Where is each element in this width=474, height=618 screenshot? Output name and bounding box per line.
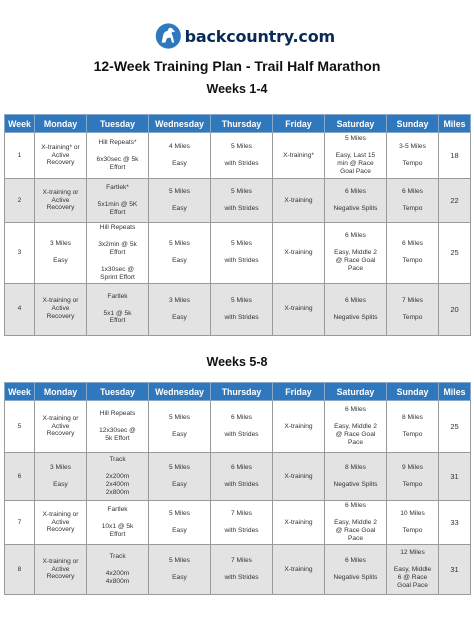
cell-tuesday xyxy=(87,283,149,335)
cell-text: 10 Miles xyxy=(400,510,425,518)
week-number: 1 xyxy=(5,133,35,179)
weekly-miles: 22 xyxy=(439,179,471,223)
cell-text: Tempo xyxy=(402,160,423,167)
cell-text: Easy xyxy=(172,431,187,438)
cell-monday xyxy=(35,133,87,179)
training-table-weeks-1-4 xyxy=(4,114,471,336)
cell-wednesday xyxy=(149,179,211,223)
cell-text: with Strides xyxy=(224,481,259,488)
cell-text: 5 Miles xyxy=(169,464,190,472)
cell-text: 6 Miles xyxy=(345,502,366,510)
training-table-weeks-5-8 xyxy=(4,382,471,595)
brand-name: backcountry.com xyxy=(184,26,335,46)
cell-wednesday xyxy=(149,223,211,284)
cell-thursday xyxy=(211,453,273,501)
cell-text: X-training* xyxy=(283,151,314,159)
cell-thursday xyxy=(211,501,273,545)
column-header-saturday: Saturday xyxy=(325,115,387,133)
cell-saturday xyxy=(325,401,387,453)
section-title-weeks-1-4: Weeks 1-4 xyxy=(206,82,268,96)
cell-text: min @ Race xyxy=(337,160,374,167)
cell-text: Pace xyxy=(347,438,364,446)
cell-text: Easy, Middle 2 xyxy=(334,519,377,527)
cell-text: 6 Miles xyxy=(345,188,366,196)
cell-text: 6 Miles xyxy=(345,232,366,240)
cell-text: Active xyxy=(51,196,70,204)
cell-text: X-training xyxy=(284,305,313,313)
cell-text: 3-5 Miles xyxy=(399,143,426,151)
cell-text: Recovery xyxy=(46,430,75,438)
cell-text: Track xyxy=(109,553,126,561)
cell-text: 8 Miles xyxy=(345,464,366,472)
table-row xyxy=(5,545,471,595)
cell-text: Easy, Middle xyxy=(393,566,432,574)
cell-text: Tempo xyxy=(402,431,423,438)
column-header-wednesday: Wednesday xyxy=(149,383,211,401)
cell-sunday xyxy=(387,501,439,545)
cell-text: X-training or xyxy=(42,557,79,565)
column-header-saturday: Saturday xyxy=(325,383,387,401)
table-row xyxy=(5,223,471,284)
cell-text: Tempo xyxy=(402,313,423,321)
goat-logo-icon xyxy=(155,18,182,54)
cell-thursday xyxy=(211,401,273,453)
cell-saturday xyxy=(325,453,387,501)
cell-text: 6 Miles xyxy=(402,188,423,196)
cell-saturday xyxy=(325,501,387,545)
cell-text: Effort xyxy=(109,208,126,216)
cell-text: 7 Miles xyxy=(402,296,423,304)
cell-wednesday xyxy=(149,133,211,179)
cell-monday xyxy=(35,501,87,545)
cell-tuesday xyxy=(87,223,149,284)
weekly-miles: 20 xyxy=(439,283,471,335)
cell-text: X-training xyxy=(284,565,313,573)
column-header-thursday: Thursday xyxy=(211,115,273,133)
cell-text: 5k Effort xyxy=(105,434,130,442)
cell-saturday xyxy=(325,223,387,284)
cell-wednesday xyxy=(149,401,211,453)
week-number: 7 xyxy=(5,501,35,545)
cell-text: Active xyxy=(51,422,70,430)
cell-text: 3 Miles xyxy=(169,296,190,304)
cell-text: Tempo xyxy=(402,205,423,212)
cell-text: 6 @ Race xyxy=(397,574,428,581)
cell-text: Recovery xyxy=(46,312,75,320)
cell-monday xyxy=(35,283,87,335)
cell-text: Easy xyxy=(172,313,187,321)
cell-text: Recovery xyxy=(46,159,75,167)
weekly-miles: 31 xyxy=(439,545,471,595)
cell-text: 4x200m xyxy=(105,570,130,578)
cell-text: Pace xyxy=(347,265,364,273)
cell-text: X-training* or xyxy=(41,143,80,151)
cell-text: with Strides xyxy=(224,313,259,321)
cell-text: 5x1 @ 5k xyxy=(103,309,132,317)
weekly-miles: 25 xyxy=(439,401,471,453)
cell-text: 5 Miles xyxy=(169,510,190,518)
column-header-sunday: Sunday xyxy=(387,383,439,401)
brand-logo xyxy=(155,16,335,56)
cell-text: 12 Miles xyxy=(400,549,425,557)
cell-text: X-training xyxy=(284,518,313,526)
cell-text: Effort xyxy=(109,248,126,256)
cell-text: Tempo xyxy=(402,257,423,265)
cell-monday xyxy=(35,545,87,595)
cell-text: X-training xyxy=(284,422,313,430)
cell-tuesday xyxy=(87,133,149,179)
cell-text: 6 Miles xyxy=(231,464,252,472)
cell-text: @ Race Goal xyxy=(335,257,376,265)
cell-text: Pace xyxy=(347,534,364,542)
column-header-miles: Miles xyxy=(439,115,471,133)
cell-text: Recovery xyxy=(46,573,75,581)
column-header-friday: Friday xyxy=(273,383,325,401)
cell-thursday xyxy=(211,545,273,595)
cell-text: Active xyxy=(51,518,70,526)
cell-text: Tempo xyxy=(402,527,423,534)
cell-saturday xyxy=(325,179,387,223)
column-header-sunday: Sunday xyxy=(387,115,439,133)
cell-text: 5 Miles xyxy=(169,240,190,248)
cell-thursday xyxy=(211,283,273,335)
table-row xyxy=(5,179,471,223)
cell-text: 5x1min @ 5K xyxy=(97,201,138,209)
cell-text: Active xyxy=(51,151,70,159)
cell-text: Negative Splits xyxy=(333,313,378,321)
column-header-friday: Friday xyxy=(273,115,325,133)
cell-text: 5 Miles xyxy=(169,414,190,422)
cell-saturday xyxy=(325,283,387,335)
cell-text: 5 Miles xyxy=(231,240,252,248)
cell-text: Recovery xyxy=(46,526,75,534)
table-row xyxy=(5,453,471,501)
cell-text: Effort xyxy=(109,530,126,538)
cell-text: Tempo xyxy=(402,481,423,488)
cell-text: Goal Pace xyxy=(340,167,371,175)
cell-wednesday xyxy=(149,501,211,545)
column-header-thursday: Thursday xyxy=(211,383,273,401)
column-header-wednesday: Wednesday xyxy=(149,115,211,133)
cell-text: 5 Miles xyxy=(169,188,190,196)
table-row xyxy=(5,283,471,335)
column-header-miles: Miles xyxy=(439,383,471,401)
cell-sunday xyxy=(387,283,439,335)
table-row xyxy=(5,133,471,179)
cell-text: 5 Miles xyxy=(231,296,252,304)
cell-text: 3 Miles xyxy=(50,464,71,472)
cell-text: Sprint Effort xyxy=(100,273,135,281)
cell-text: 10x1 @ 5k xyxy=(101,523,134,531)
cell-text: Fartlek xyxy=(107,506,128,514)
cell-text: Easy xyxy=(53,481,68,488)
column-header-tuesday: Tuesday xyxy=(87,383,149,401)
cell-text: 5 Miles xyxy=(231,188,252,196)
cell-text: 6 Miles xyxy=(345,296,366,304)
section-title-weeks-5-8: Weeks 5-8 xyxy=(206,355,268,369)
cell-monday xyxy=(35,401,87,453)
cell-text: 6x30sec @ 5k xyxy=(96,156,139,164)
cell-text: X-training or xyxy=(42,510,79,518)
cell-sunday xyxy=(387,401,439,453)
cell-text: with Strides xyxy=(224,574,259,581)
cell-text: 6 Miles xyxy=(345,406,366,414)
cell-wednesday xyxy=(149,545,211,595)
cell-sunday xyxy=(387,133,439,179)
cell-text: Easy xyxy=(172,160,187,167)
week-number: 2 xyxy=(5,179,35,223)
cell-friday xyxy=(273,223,325,284)
table-row xyxy=(5,501,471,545)
cell-text: Hill Repeats xyxy=(99,410,136,418)
cell-text: 9 Miles xyxy=(402,464,423,472)
cell-text: 5 Miles xyxy=(345,135,366,143)
cell-sunday xyxy=(387,545,439,595)
cell-text: 5 Miles xyxy=(169,557,190,565)
cell-text: Easy xyxy=(53,257,68,265)
weekly-miles: 18 xyxy=(439,133,471,179)
cell-text: X-training or xyxy=(42,188,79,196)
cell-text: 3 Miles xyxy=(50,240,71,248)
column-header-week: Week xyxy=(5,383,35,401)
cell-text: Easy xyxy=(172,257,187,265)
cell-sunday xyxy=(387,453,439,501)
cell-text: X-training xyxy=(284,472,313,480)
cell-text: Easy xyxy=(172,481,187,488)
cell-text: Negative Splits xyxy=(333,574,378,581)
cell-friday xyxy=(273,133,325,179)
cell-text: Goal Pace xyxy=(397,581,428,589)
week-number: 6 xyxy=(5,453,35,501)
header-row xyxy=(5,383,471,401)
cell-text: Fartlek* xyxy=(106,184,129,192)
cell-text: Negative Splits xyxy=(333,481,378,488)
cell-text: Effort xyxy=(109,163,126,171)
cell-text: 6 Miles xyxy=(345,557,366,565)
cell-tuesday xyxy=(87,453,149,501)
cell-tuesday xyxy=(87,401,149,453)
cell-text: Easy, Middle 2 xyxy=(334,249,377,257)
cell-thursday xyxy=(211,223,273,284)
cell-text: X-training xyxy=(284,248,313,256)
weekly-miles: 25 xyxy=(439,223,471,284)
cell-text: 12x30sec @ xyxy=(99,427,136,435)
cell-text: 4x800m xyxy=(105,577,130,585)
cell-text: Easy xyxy=(172,574,187,581)
cell-text: Recovery xyxy=(46,204,75,212)
cell-wednesday xyxy=(149,453,211,501)
column-header-week: Week xyxy=(5,115,35,133)
cell-text: with Strides xyxy=(224,160,259,167)
cell-text: with Strides xyxy=(224,257,259,265)
cell-monday xyxy=(35,179,87,223)
week-number: 4 xyxy=(5,283,35,335)
cell-text: Easy, Last 15 xyxy=(335,152,376,160)
column-header-monday: Monday xyxy=(35,115,87,133)
cell-text: Hill Repeats* xyxy=(98,139,137,147)
cell-text: 1x30sec @ xyxy=(100,265,135,273)
table-row xyxy=(5,401,471,453)
cell-tuesday xyxy=(87,179,149,223)
cell-text: 2x800m xyxy=(105,488,130,496)
cell-friday xyxy=(273,283,325,335)
cell-text: Easy xyxy=(172,205,187,212)
cell-text: @ Race Goal xyxy=(335,431,376,438)
cell-friday xyxy=(273,179,325,223)
cell-friday xyxy=(273,501,325,545)
cell-text: Fartlek xyxy=(107,292,128,300)
cell-text: Effort xyxy=(109,317,126,325)
week-number: 8 xyxy=(5,545,35,595)
cell-text: Active xyxy=(51,305,70,313)
cell-monday xyxy=(35,453,87,501)
cell-tuesday xyxy=(87,501,149,545)
cell-text: 3x2min @ 5k xyxy=(98,240,137,248)
cell-text: Negative Splits xyxy=(333,205,378,212)
weekly-miles: 33 xyxy=(439,501,471,545)
cell-text: 7 Miles xyxy=(231,510,252,518)
cell-text: X-training or xyxy=(42,297,79,305)
cell-thursday xyxy=(211,179,273,223)
cell-text: X-training xyxy=(284,196,313,204)
cell-text: 6 Miles xyxy=(402,240,423,248)
column-header-monday: Monday xyxy=(35,383,87,401)
cell-text: Active xyxy=(51,565,70,573)
cell-friday xyxy=(273,453,325,501)
cell-text: 2x200m xyxy=(105,473,130,481)
cell-text: 4 Miles xyxy=(169,143,190,151)
cell-text: Track xyxy=(109,456,126,464)
cell-text: Hill Repeats xyxy=(99,224,136,231)
cell-text: 2x400m xyxy=(105,481,130,488)
cell-sunday xyxy=(387,223,439,284)
week-number: 3 xyxy=(5,223,35,284)
column-header-tuesday: Tuesday xyxy=(87,115,149,133)
header-row xyxy=(5,115,471,133)
cell-thursday xyxy=(211,133,273,179)
page-title: 12-Week Training Plan - Trail Half Marathon xyxy=(93,58,381,74)
cell-text: 8 Miles xyxy=(402,414,423,422)
cell-text: X-training or xyxy=(42,414,79,422)
cell-saturday xyxy=(325,133,387,179)
cell-text: with Strides xyxy=(224,205,259,212)
cell-text: 6 Miles xyxy=(231,414,252,422)
week-number: 5 xyxy=(5,401,35,453)
cell-text: with Strides xyxy=(224,527,259,534)
cell-text: Easy, Middle 2 xyxy=(334,423,377,431)
weekly-miles: 31 xyxy=(439,453,471,501)
cell-saturday xyxy=(325,545,387,595)
cell-friday xyxy=(273,545,325,595)
cell-monday xyxy=(35,223,87,284)
cell-wednesday xyxy=(149,283,211,335)
cell-text: Easy xyxy=(172,527,187,534)
cell-text: 5 Miles xyxy=(231,143,252,151)
cell-text: @ Race Goal xyxy=(335,527,376,534)
cell-tuesday xyxy=(87,545,149,595)
cell-text: 7 Miles xyxy=(231,557,252,565)
cell-text: with Strides xyxy=(224,431,259,438)
cell-friday xyxy=(273,401,325,453)
cell-sunday xyxy=(387,179,439,223)
